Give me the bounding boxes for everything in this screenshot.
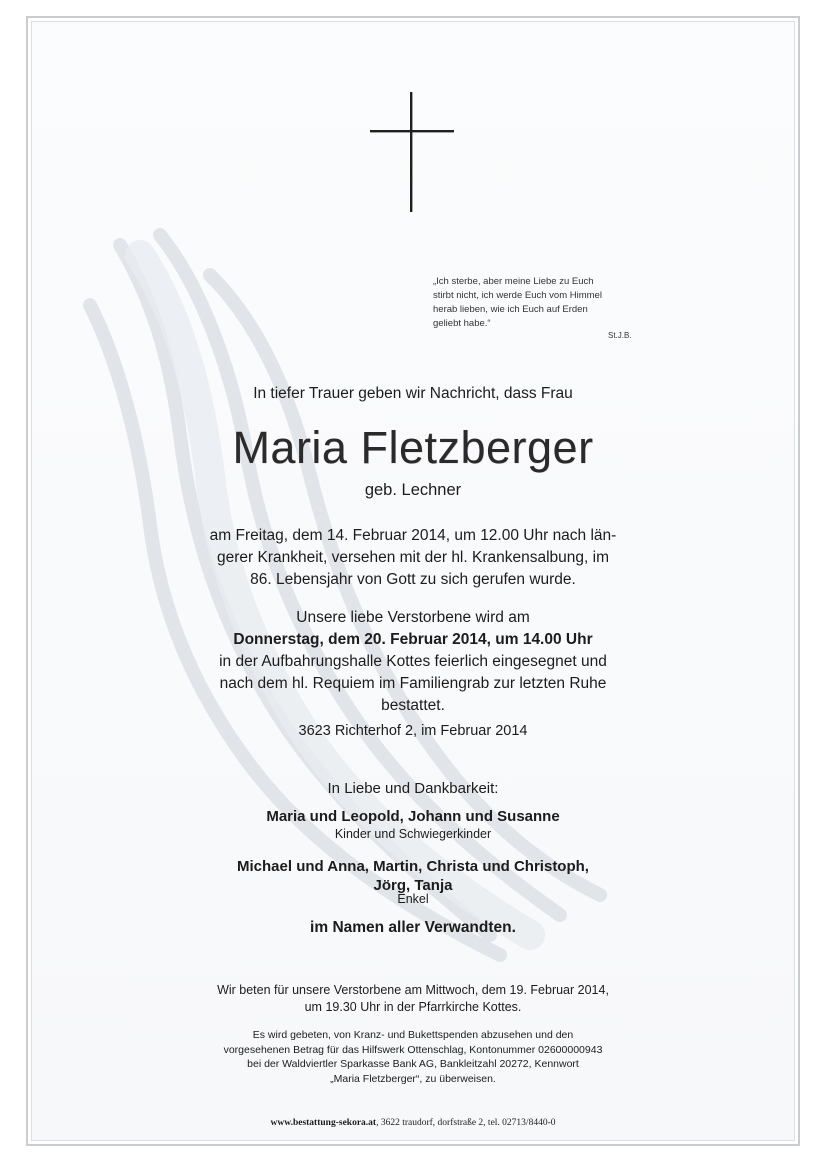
intro-text: In tiefer Trauer geben wir Nachricht, dass Frau: [253, 385, 573, 402]
grandchildren-names: [0, 857, 826, 895]
mass-notice: [0, 982, 826, 1016]
cross-icon: [370, 92, 454, 212]
donation-line: vorgesehenen Betrag für das Hilfswerk Ottenschlag, Kontonummer 02600000943: [223, 1043, 603, 1056]
place-date: 3623 Richterhof 2, im Februar 2014: [298, 723, 528, 739]
funeral-date: Donnerstag, dem 20. Februar 2014, um 14.00 Uhr: [233, 631, 593, 648]
quote-line: herab lieben, wie ich Euch auf Erden: [433, 304, 588, 315]
grandchildren-line: Jörg, Tanja: [373, 877, 453, 894]
grandchildren-line: Michael und Anna, Martin, Christa und Christoph,: [237, 858, 589, 875]
quote-line: stirbt nicht, ich werde Euch vom Himmel: [433, 290, 602, 301]
funeral-intro: Unsere liebe Verstorbene wird am: [296, 609, 530, 626]
quote-line: „Ich sterbe, aber meine Liebe zu Euch: [433, 276, 594, 287]
donation-line: Es wird gebeten, von Kranz- und Bukettspenden abzusehen und den: [252, 1029, 574, 1041]
footer-url: www.bestattung-sekora.at: [270, 1118, 377, 1128]
donation-notice: [0, 1028, 826, 1086]
death-line: am Freitag, dem 14. Februar 2014, um 12.00 Uhr nach län-: [209, 527, 617, 544]
quote-line: geliebt habe.“: [433, 318, 491, 329]
mass-line: um 19.30 Uhr in der Pfarrkirche Kottes.: [304, 1000, 522, 1014]
donation-line: „Maria Fletzberger“, zu überweisen.: [330, 1072, 496, 1085]
closing-line: im Namen aller Verwandten.: [310, 919, 516, 936]
mass-line: Wir beten für unsere Verstorbene am Mittwoch, dem 19. Februar 2014,: [217, 983, 609, 997]
quote-signature: St.J.B.: [608, 331, 632, 340]
mourners-heading: In Liebe und Dankbarkeit:: [327, 780, 499, 797]
death-line: gerer Krankheit, versehen mit der hl. Krankensalbung, im: [216, 549, 609, 566]
death-paragraph: [0, 525, 826, 591]
maiden-name: geb. Lechner: [364, 481, 462, 499]
death-line: 86. Lebensjahr von Gott zu sich gerufen wurde.: [250, 571, 576, 588]
funeral-line: in der Aufbahrungshalle Kottes feierlich eingesegnet und: [219, 653, 607, 670]
children-relation: Kinder und Schwiegerkinder: [334, 827, 492, 841]
grandchildren-relation: Enkel: [397, 892, 429, 906]
funeral-paragraph: [0, 607, 826, 717]
footer-address: , 3622 traudorf, dorfstraße 2, tel. 02713/8440-0: [376, 1118, 556, 1128]
quote-block: [433, 275, 643, 331]
deceased-name: Maria Fletzberger: [232, 422, 594, 473]
funeral-line: bestattet.: [381, 697, 445, 714]
footer: [0, 1118, 826, 1128]
donation-line: bei der Waldviertler Sparkasse Bank AG, Bankleitzahl 20272, Kennwort: [247, 1058, 579, 1070]
children-names: Maria und Leopold, Johann und Susanne: [266, 808, 560, 825]
funeral-line: nach dem hl. Requiem im Familiengrab zur letzten Ruhe: [219, 675, 607, 692]
